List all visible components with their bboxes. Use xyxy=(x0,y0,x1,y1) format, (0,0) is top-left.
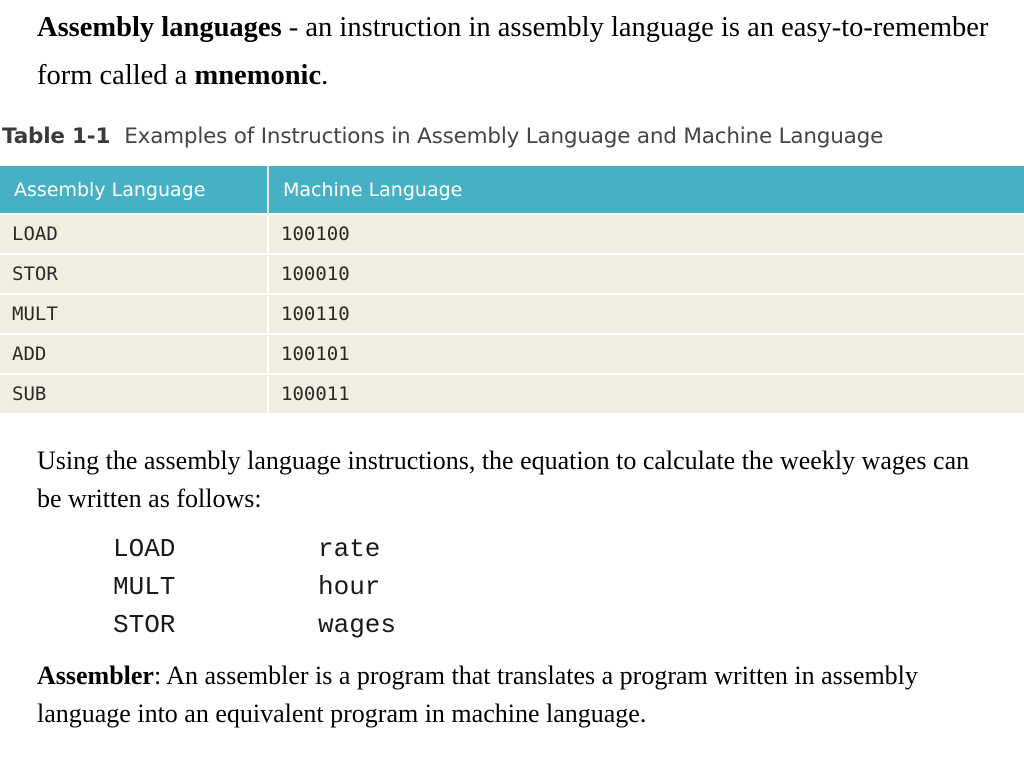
table-row xyxy=(0,214,1024,254)
intro-text-end: . xyxy=(321,60,329,91)
intro-term: Assembly languages xyxy=(37,12,282,43)
code-arg: hour xyxy=(318,572,381,602)
machine-cell: 100101 xyxy=(268,334,1024,374)
code-arg: wages xyxy=(318,610,397,640)
assembly-cell: ADD xyxy=(0,334,268,374)
machine-cell: 100100 xyxy=(268,214,1024,254)
assembler-text: : An assembler is a program that translates a program written in assembly language into an equivalent program in machine language. xyxy=(37,661,918,728)
code-op: LOAD xyxy=(113,534,176,564)
machine-cell: 100110 xyxy=(268,294,1024,334)
intro-keyword: mnemonic xyxy=(194,60,322,91)
machine-cell: 100011 xyxy=(268,374,1024,413)
code-op: MULT xyxy=(113,572,176,602)
code-line xyxy=(113,530,396,568)
header-machine-language: Machine Language xyxy=(268,166,1024,214)
header-assembly-language: Assembly Language xyxy=(0,166,268,214)
table-caption-text: Examples of Instructions in Assembly Language and Machine Language xyxy=(124,124,884,149)
instruction-table xyxy=(0,166,1024,413)
table-header-row xyxy=(0,166,1024,214)
table-row xyxy=(0,334,1024,374)
intro-paragraph xyxy=(37,4,1017,100)
usage-paragraph: Using the assembly language instructions, the equation to calculate the weekly wages can be written as follows: xyxy=(37,446,970,513)
code-line xyxy=(113,606,396,644)
code-arg: rate xyxy=(318,534,381,564)
table-row xyxy=(0,254,1024,294)
assembly-cell: SUB xyxy=(0,374,268,413)
assembler-term: Assembler xyxy=(37,661,154,690)
table-caption xyxy=(2,124,883,149)
code-block xyxy=(113,530,396,644)
table-row xyxy=(0,294,1024,334)
assembler-paragraph xyxy=(37,657,997,733)
code-op: STOR xyxy=(113,610,176,640)
assembly-cell: LOAD xyxy=(0,214,268,254)
code-line xyxy=(113,568,396,606)
assembly-cell: MULT xyxy=(0,294,268,334)
assembly-cell: STOR xyxy=(0,254,268,294)
machine-cell: 100010 xyxy=(268,254,1024,294)
intro-text: - an instruction in assembly language is an easy-to-remember form called a xyxy=(37,12,989,91)
table-row xyxy=(0,374,1024,413)
table-number: Table 1-1 xyxy=(2,124,111,149)
